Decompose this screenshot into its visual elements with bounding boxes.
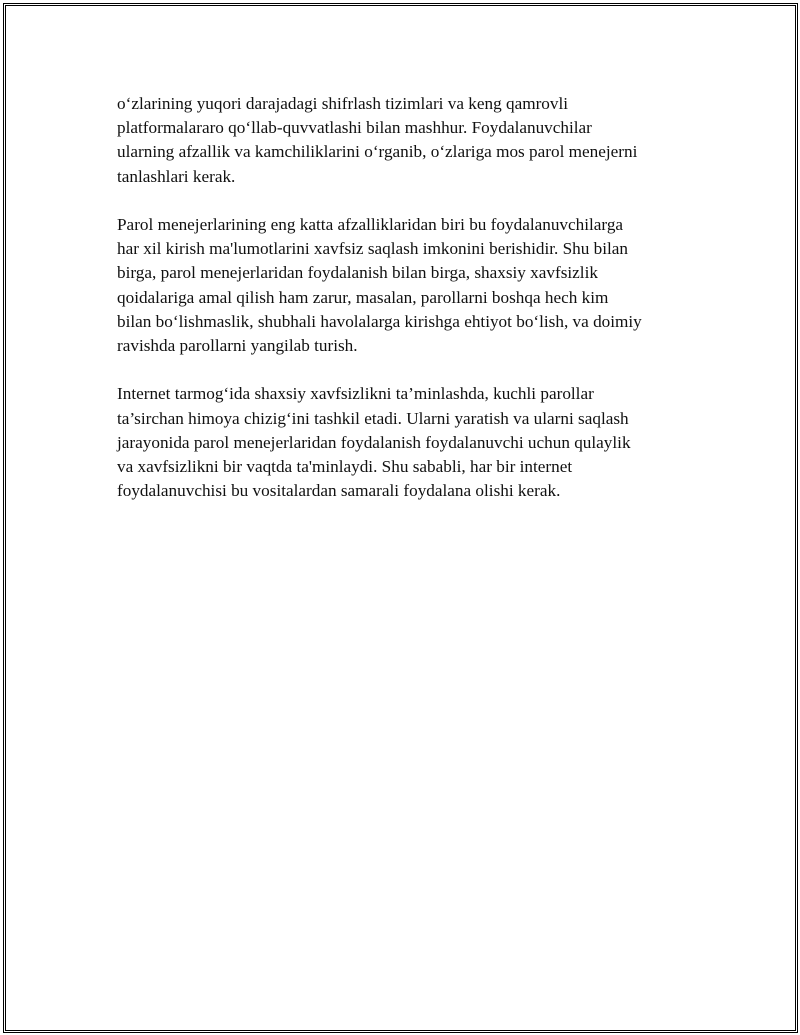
paragraph-1: o‘zlarining yuqori darajadagi shifrlash tizimlari va keng qamrovli platformalararo qo‘llab-quvvatlashi bilan mashhur. Foydalanuvchilar ularning afzallik va kamchiliklarini o‘rganib, o‘zlariga mos parol menejerni tanlashlari kerak. xyxy=(117,94,638,186)
document-body xyxy=(117,92,707,528)
paragraph-2: Parol menejerlarining eng katta afzalliklaridan biri bu foydalanuvchilarga har xil kirish ma'lumotlarini xavfsiz saqlash imkonini berishidir. Shu bilan birga, parol menejerlaridan foydalanish bilan birga, shaxsiy xavfsizlik qoidalariga amal qilish ham zarur, masalan, parollarni boshqa hech kim bilan bo‘lishmaslik, shubhali havolalarga kirishga ehtiyot bo‘lish, va doimiy ravishda parollarni yangilab turish. xyxy=(117,215,642,356)
paragraph-3: Internet tarmog‘ida shaxsiy xavfsizlikni ta’minlashda, kuchli parollar ta’sirchan himoya chizig‘ini tashkil etadi. Ularni yaratish va ularni saqlash jarayonida parol menejerlaridan foydalanish foydalanuvchi uchun qulaylik va xavfsizlikni bir vaqtda ta'minlaydi. Shu sababli, har bir internet foydalanuvchisi bu vositalardan samarali foydalana olishi kerak. xyxy=(117,384,631,501)
